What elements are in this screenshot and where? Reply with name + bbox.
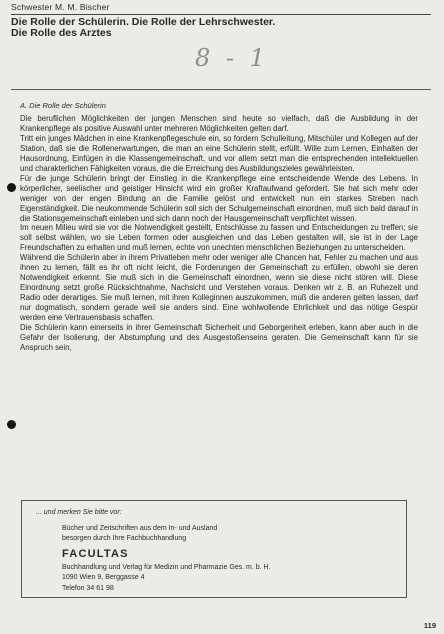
punch-hole-icon <box>7 420 16 429</box>
paragraph: Im neuen Milieu wird sie vor die Notwendigkeit gestellt, Entschlüsse zu fassen und Entscheidungen zu treffen; sie soll selbst wählen, wo sie Leben formen oder ausgleichen und das Leben gestalten will, sie ist in der Lage Freundschaften zu erhalten und muß lernen, echte von unechten menschlichen Beziehungen zu unterscheiden. <box>20 223 418 253</box>
body-text <box>20 114 418 353</box>
paragraph: Für die junge Schülerin bringt der Einstieg in die Krankenpflege eine entscheidende Wende des Lebens. In körperlicher, seelischer und geistiger Hinsicht wird ein großer Kraftaufwand gefordert. Sie hat sich mehr oder weniger von der engen Bindung an die Familie gelöst und entwickelt nun ein starkes Streben nach Eigenständigkeit. Die neukommende Schülerin soll sich der Schulgemeinschaft einordnen, muß sich bald darauf in die Stationsgemeinschaft einleben und sich dann noch der Hausgemeinschaft verpflichtet wissen. <box>20 173 418 223</box>
article-title <box>11 17 431 39</box>
section-heading: A. Die Rolle der Schülerin <box>20 101 106 110</box>
paragraph: Tritt ein junges Mädchen in eine Krankenpflegeschule ein, so fordern Schulleitung, Mitschüler und Kollegen auf der Station, daß sie die Rollenerwartungen, die man an eine Schülerin stellt, erfüllt. Wille zum Lernen, Einhalten der Hausordnung, Einfügen in die Klassengemeinschaft, und vor allem setzt man die entsprechenden intellektuellen und charakterlichen Fähigkeiten voraus, die die Erreichung des Ausbildungszieles gewährleisten. <box>20 133 418 173</box>
ad-line-1: Bücher und Zeitschriften aus dem In- und Ausland <box>62 525 218 532</box>
ad-brand: FACULTAS <box>62 548 129 560</box>
ad-intro: ... und merken Sie bitte vor: <box>36 509 122 516</box>
author-name: Schwester M. M. Bischer <box>11 2 110 12</box>
header-rule <box>11 14 431 15</box>
paragraph: Während die Schülerin aber in ihrem Privatleben mehr oder weniger alle Chancen hat, Fehler zu machen und aus ihnen zu lernen, fällt es ihr oft nicht leicht, die Forderungen der Gemeinschaft zu erfüllen, obwohl sie deren Notwendigkeit erkennt. Sie muß sich in die Gemeinschaft einordnen, wenn sie diese nicht stören will. Diese Einordnung setzt große Rücksichtnahme, Nachsicht und Verstehen voraus. Denken wir z. B. an Ruhezeit und Radio oder derartiges. Sie muß lernen, mit ihren Kolleginnen auszukommen, muß die anderen gelten lassen, darf nur dogmatisch, sondern gerade weil sie anders sind. Eine wohlwollende Ehrlichkeit und das nötige Gespür werden eine Vertrauensbasis schaffen. <box>20 253 418 323</box>
paragraph: Die Schülerin kann einerseits in ihrer Gemeinschaft Sicherheit und Geborgenheit erleben, kann aber auch in die Gefahr der Isolierung, der Abstumpfung und des Ausgestoßenseins geraten. Die Gemeinschaft kann für sie Anspruch sein, <box>20 323 418 352</box>
advertisement-box <box>21 500 407 598</box>
ad-line-2: besorgen durch Ihre Fachbuchhandlung <box>62 535 187 542</box>
handwritten-note: 8 - 1 <box>195 44 269 72</box>
page-number: 119 <box>423 621 436 630</box>
ad-company: Buchhandlung und Verlag für Medizin und Pharmazie Ges. m. b. H. <box>62 564 271 571</box>
ad-address: 1090 Wien 9, Berggasse 4 <box>62 574 145 581</box>
punch-hole-icon <box>7 183 16 192</box>
title-line-1: Die Rolle der Schülerin. Die Rolle der Lehrschwester. <box>11 16 276 28</box>
ad-phone: Telefon 34 61 98 <box>62 585 114 592</box>
section-rule <box>11 89 431 90</box>
title-line-2: Die Rolle des Arztes <box>11 27 112 39</box>
paragraph: Die beruflichen Möglichkeiten der jungen Menschen sind heute so vielfach, daß die Ausbildung in der Krankenpflege als positive Auswahl unter mehreren Möglichkeiten gelten darf. <box>20 114 418 133</box>
